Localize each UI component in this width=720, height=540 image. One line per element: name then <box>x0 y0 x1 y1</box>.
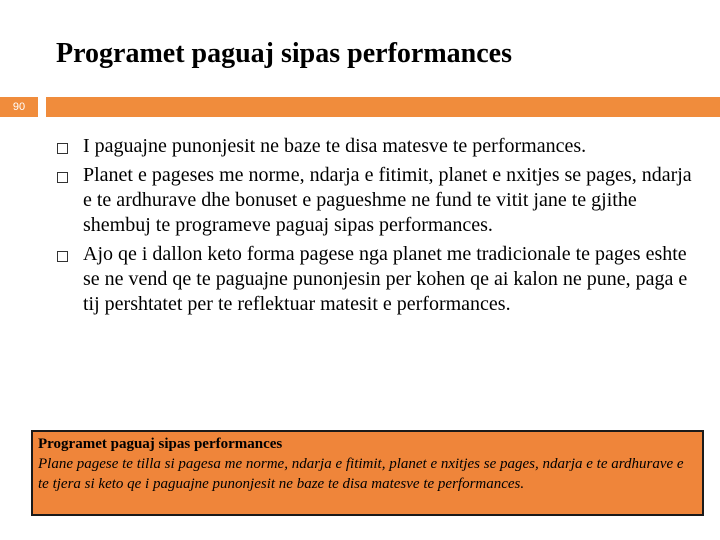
square-bullet-icon <box>57 251 68 262</box>
bullet-text: I paguajne punonjesit ne baze te disa matesve te performances. <box>83 135 587 157</box>
header-rule-bar <box>46 97 720 117</box>
square-bullet-icon <box>57 143 68 154</box>
slide-number: 90 <box>0 97 38 117</box>
callout-title: Programet paguaj sipas performances <box>38 436 283 452</box>
slide-title: Programet paguaj sipas performances <box>56 38 512 69</box>
bullet-item <box>50 163 700 238</box>
bullet-text: Ajo qe i dallon keto forma pagese nga planet me tradicionale te pages eshte se ne vend qe te paguajne punonjesin per kohen qe ai kalon ne pune, paga e tij pershtatet per te reflektuar matesit e performances. <box>83 243 688 315</box>
bullet-text: Planet e pageses me norme, ndarja e fitimit, planet e nxitjes se pages, ndarja e te ardhurave dhe bonuset e pagueshme ne fund te vitit jane te gjithe shembuj te programeve paguaj sipas performances. <box>83 164 692 236</box>
bullet-item <box>50 242 700 317</box>
bullet-item <box>50 134 700 159</box>
square-bullet-icon <box>57 172 68 183</box>
callout-body: Plane pagese te tilla si pagesa me norme, ndarja e fitimit, planet e nxitjes se pages, ndarja e te ardhurave e te tjera si keto qe i paguajne punonjesit ne baze te disa matesve te performances. <box>38 456 684 492</box>
definition-callout <box>31 430 704 516</box>
bullet-list <box>50 134 700 317</box>
